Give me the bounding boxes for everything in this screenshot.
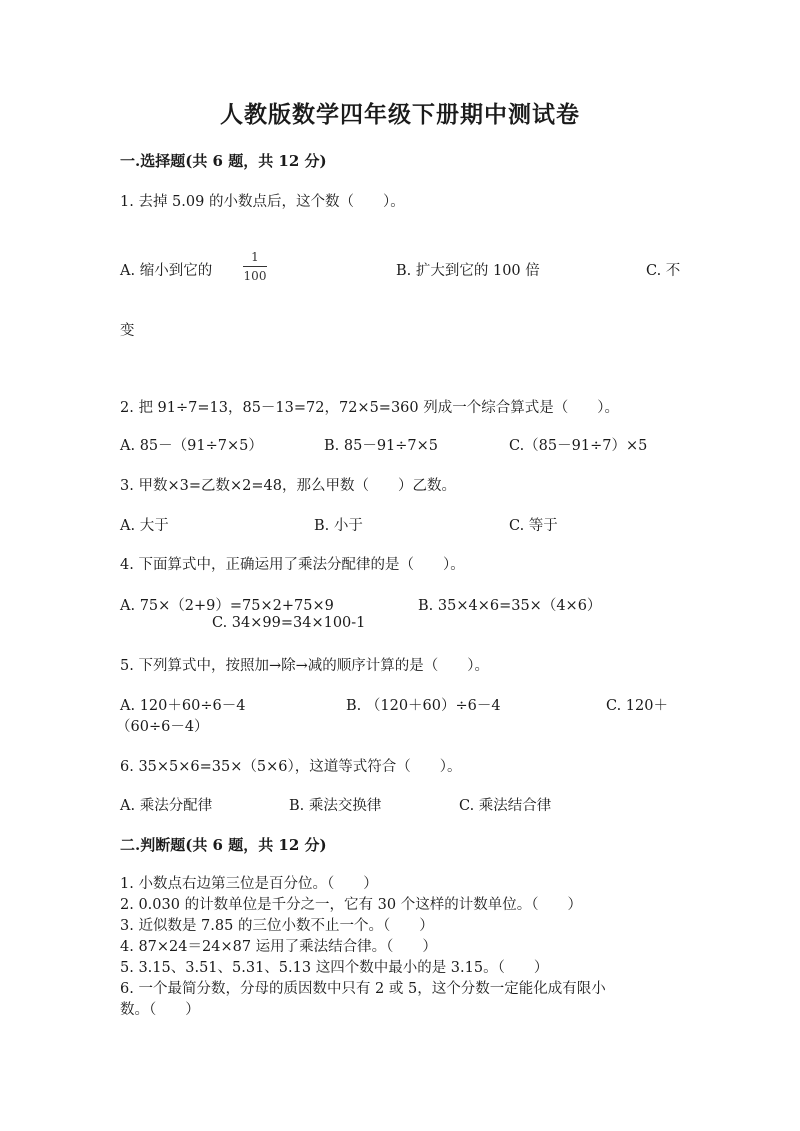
question-1-stem: 1. 去掉 5.09 的小数点后，这个数（ ）。	[120, 194, 405, 210]
q1-option-b: B. 扩大到它的 100 倍	[396, 263, 540, 279]
question-5-stem: 5. 下列算式中，按照加→除→减的顺序计算的是（ ）。	[120, 658, 489, 674]
q2-option-c: C.（85－91÷7）×5	[509, 438, 648, 454]
judgment-item-1: 1. 小数点右边第三位是百分位。（ ）	[120, 876, 378, 892]
q4-option-a: A. 75×（2+9）=75×2+75×9	[120, 598, 334, 614]
q4-option-b: B. 35×4×6=35×（4×6）	[418, 598, 602, 614]
section-heading-choice: 一.选择题(共 6 题，共 12 分)	[120, 152, 327, 170]
question-2-stem: 2. 把 91÷7=13，85－13=72，72×5=360 列成一个综合算式是（ ）。	[120, 400, 619, 416]
fraction-numerator: 1	[251, 250, 259, 264]
question-6-stem: 6. 35×5×6=35×（5×6），这道等式符合（ ）。	[120, 759, 462, 775]
q3-option-b: B. 小于	[314, 518, 363, 534]
q2-option-b: B. 85－91÷7×5	[324, 438, 439, 454]
judgment-item-5: 5. 3.15、3.51、5.31、5.13 这四个数中最小的是 3.15。（ ）	[120, 960, 549, 976]
q1-option-c: C. 不	[646, 263, 681, 279]
judgment-item-6: 6. 一个最简分数，分母的质因数中只有 2 或 5，这个分数一定能化成有限小	[120, 981, 606, 997]
q4-option-c: C. 34×99=34×100-1	[212, 615, 366, 631]
q5-option-a: A. 120＋60÷6－4	[120, 698, 246, 714]
section-heading-judgment: 二.判断题(共 6 题，共 12 分)	[120, 836, 327, 854]
question-4-stem: 4. 下面算式中，正确运用了乘法分配律的是（ ）。	[120, 557, 465, 573]
q1-option-a-fraction	[243, 250, 267, 283]
q1-option-c-continued: 变	[120, 323, 135, 339]
judgment-item-2: 2. 0.030 的计数单位是千分之一，它有 30 个这样的计数单位。（ ）	[120, 897, 582, 913]
q3-option-a: A. 大于	[120, 518, 169, 534]
q1-option-a: A. 缩小到它的	[120, 263, 213, 279]
q3-option-c: C. 等于	[509, 518, 558, 534]
judgment-item-4: 4. 87×24＝24×87 运用了乘法结合律。（ ）	[120, 939, 437, 955]
judgment-item-6-continued: 数。（ ）	[120, 1002, 200, 1018]
judgment-item-3: 3. 近似数是 7.85 的三位小数不止一个。（ ）	[120, 918, 434, 934]
q2-option-a: A. 85－（91÷7×5）	[120, 438, 263, 454]
fraction-bar	[243, 266, 267, 267]
q5-option-c: C. 120＋	[606, 698, 668, 714]
fraction-denominator: 100	[243, 269, 267, 283]
q5-option-c-continued: （60÷6－4）	[116, 719, 209, 735]
question-3-stem: 3. 甲数×3=乙数×2=48，那么甲数（ ）乙数。	[120, 478, 456, 494]
q5-option-b: B. （120＋60）÷6－4	[346, 698, 501, 714]
q6-option-c: C. 乘法结合律	[459, 798, 552, 814]
q6-option-b: B. 乘法交换律	[289, 798, 382, 814]
q6-option-a: A. 乘法分配律	[120, 798, 213, 814]
page-title: 人教版数学四年级下册期中测试卷	[220, 101, 580, 128]
